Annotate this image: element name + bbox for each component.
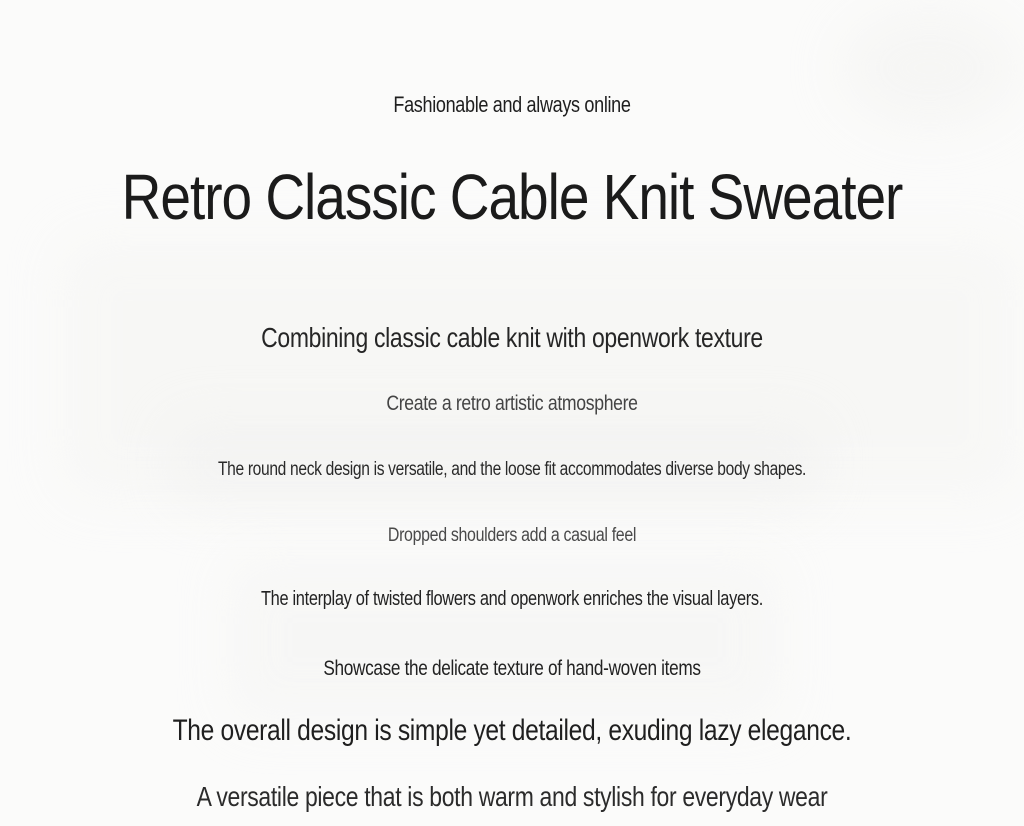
feature-text: The round neck design is versatile, and the loose fit accommodates diverse body shapes. [217,459,807,480]
feature-text: Dropped shoulders add a casual feel [387,525,637,546]
feature-text: Combining classic cable knit with openwork texture [261,322,763,353]
feature-text: Create a retro artistic atmosphere [386,392,638,415]
page-title: Retro Classic Cable Knit Sweater [121,161,903,233]
feature-text: A versatile piece that is both warm and stylish for everyday wear [196,781,828,812]
feature-text: The interplay of twisted flowers and openwork enriches the visual layers. [260,588,764,610]
background-knit-shadow [230,560,780,720]
feature-text: Showcase the delicate texture of hand-woven items [323,657,701,680]
feature-text: The overall design is simple yet detailed, exuding lazy elegance. [172,714,852,747]
tagline: Fashionable and always online [393,92,631,117]
